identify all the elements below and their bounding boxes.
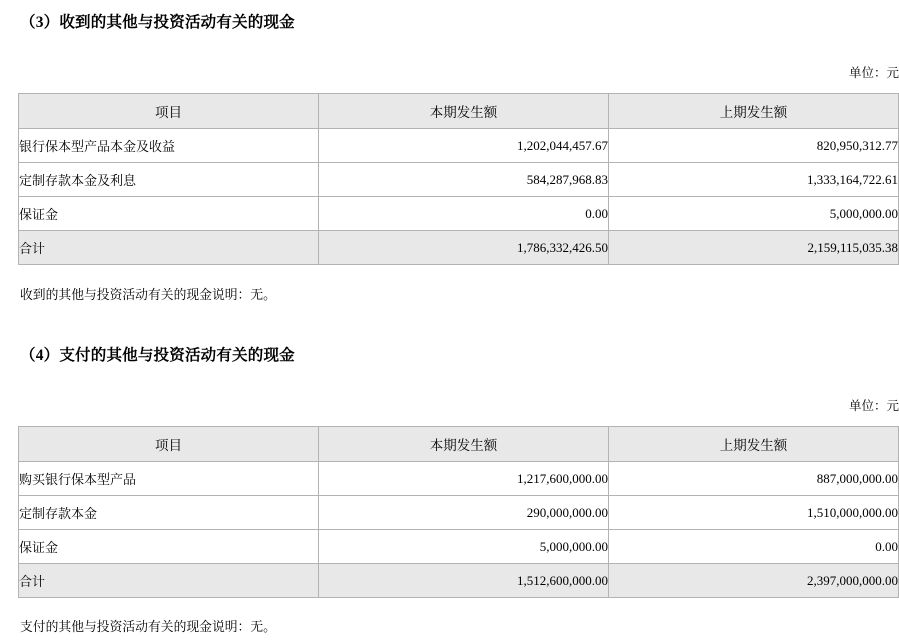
cell-current: 584,287,968.83 <box>319 163 609 197</box>
section-heading: （4）支付的其他与投资活动有关的现金 <box>20 347 295 364</box>
column-header-previous: 上期发生额 <box>609 427 899 462</box>
table-total-row <box>19 564 899 598</box>
cell-item: 保证金 <box>19 530 319 564</box>
table-row <box>19 197 899 231</box>
table-header-row <box>19 94 899 129</box>
cell-previous: 0.00 <box>609 530 899 564</box>
cell-previous: 2,159,115,035.38 <box>609 231 899 265</box>
financial-table <box>18 93 899 265</box>
table-row <box>19 462 899 496</box>
cell-previous: 1,333,164,722.61 <box>609 163 899 197</box>
cell-previous: 5,000,000.00 <box>609 197 899 231</box>
cell-previous: 887,000,000.00 <box>609 462 899 496</box>
cell-item: 定制存款本金 <box>19 496 319 530</box>
table-row <box>19 530 899 564</box>
financial-table <box>18 426 899 598</box>
section-heading: （3）收到的其他与投资活动有关的现金 <box>20 14 295 31</box>
cell-item: 合计 <box>19 231 319 265</box>
column-header-current: 本期发生额 <box>319 94 609 129</box>
cell-current: 5,000,000.00 <box>319 530 609 564</box>
cell-previous: 1,510,000,000.00 <box>609 496 899 530</box>
cell-current: 1,202,044,457.67 <box>319 129 609 163</box>
unit-label: 单位：元 <box>848 66 899 80</box>
column-header-previous: 上期发生额 <box>609 94 899 129</box>
table-total-row <box>19 231 899 265</box>
cell-current: 1,217,600,000.00 <box>319 462 609 496</box>
column-header-current: 本期发生额 <box>319 427 609 462</box>
table-row <box>19 129 899 163</box>
cell-previous: 2,397,000,000.00 <box>609 564 899 598</box>
cell-item: 合计 <box>19 564 319 598</box>
cell-item: 购买银行保本型产品 <box>19 462 319 496</box>
cell-current: 1,786,332,426.50 <box>319 231 609 265</box>
section-note: 支付的其他与投资活动有关的现金说明：无。 <box>20 620 276 634</box>
cell-current: 1,512,600,000.00 <box>319 564 609 598</box>
column-header-item: 项目 <box>19 427 319 462</box>
section-note: 收到的其他与投资活动有关的现金说明：无。 <box>20 288 276 302</box>
cell-current: 290,000,000.00 <box>319 496 609 530</box>
cell-item: 定制存款本金及利息 <box>19 163 319 197</box>
cell-current: 0.00 <box>319 197 609 231</box>
table-row <box>19 163 899 197</box>
cell-item: 保证金 <box>19 197 319 231</box>
unit-label: 单位：元 <box>848 399 899 413</box>
table-row <box>19 496 899 530</box>
column-header-item: 项目 <box>19 94 319 129</box>
cell-item: 银行保本型产品本金及收益 <box>19 129 319 163</box>
table-header-row <box>19 427 899 462</box>
cell-previous: 820,950,312.77 <box>609 129 899 163</box>
